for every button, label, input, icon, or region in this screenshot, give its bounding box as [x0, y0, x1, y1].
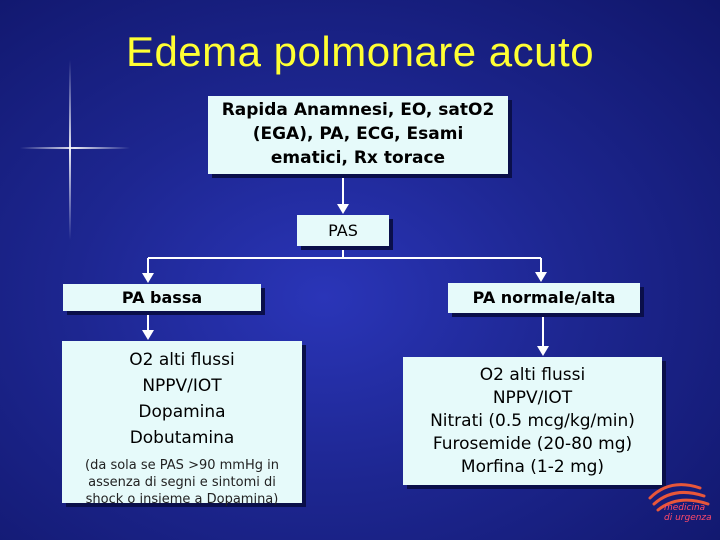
- logo-text: di urgenza: [664, 513, 712, 523]
- treatment-line: O2 alti flussi: [479, 365, 586, 385]
- assessment-line: (EGA), PA, ECG, Esami: [252, 124, 464, 144]
- note-line: shock o insieme a Dopamina): [85, 492, 279, 507]
- page-title: Edema polmonare acuto: [125, 28, 595, 75]
- high-pressure-treatment-box: [403, 357, 662, 485]
- arrowhead-low-treatment: [142, 330, 154, 340]
- note-line: (da sola se PAS >90 mmHg in: [85, 458, 279, 473]
- low-pressure-box: PA bassa: [63, 284, 261, 311]
- assessment-box: [208, 96, 508, 174]
- treatment-line: Nitrati (0.5 mcg/kg/min): [430, 411, 635, 431]
- arrowhead-high-treatment: [537, 346, 549, 356]
- treatment-line: Dopamina: [138, 402, 226, 422]
- treatment-line: NPPV/IOT: [142, 376, 222, 396]
- pas-box: PAS: [297, 215, 389, 246]
- treatment-note: [62, 457, 302, 508]
- treatment-line: O2 alti flussi: [129, 350, 235, 370]
- treatment-line: Furosemide (20-80 mg): [432, 434, 633, 454]
- low-pressure-treatment-box: [62, 341, 302, 507]
- assessment-line: ematici, Rx torace: [270, 148, 446, 168]
- high-pressure-box: PA normale/alta: [448, 283, 640, 313]
- logo-text: medicina: [664, 503, 706, 513]
- arrowhead-pas: [337, 204, 349, 214]
- arrowhead-low: [142, 273, 154, 283]
- treatment-line: Dobutamina: [129, 428, 235, 448]
- note-line: assenza di segni e sintomi di: [88, 475, 276, 490]
- treatment-line: NPPV/IOT: [492, 388, 573, 408]
- treatment-line: Morfina (1-2 mg): [460, 457, 605, 477]
- assessment-line: Rapida Anamnesi, EO, satO2: [221, 100, 495, 120]
- arrowhead-high: [535, 272, 547, 282]
